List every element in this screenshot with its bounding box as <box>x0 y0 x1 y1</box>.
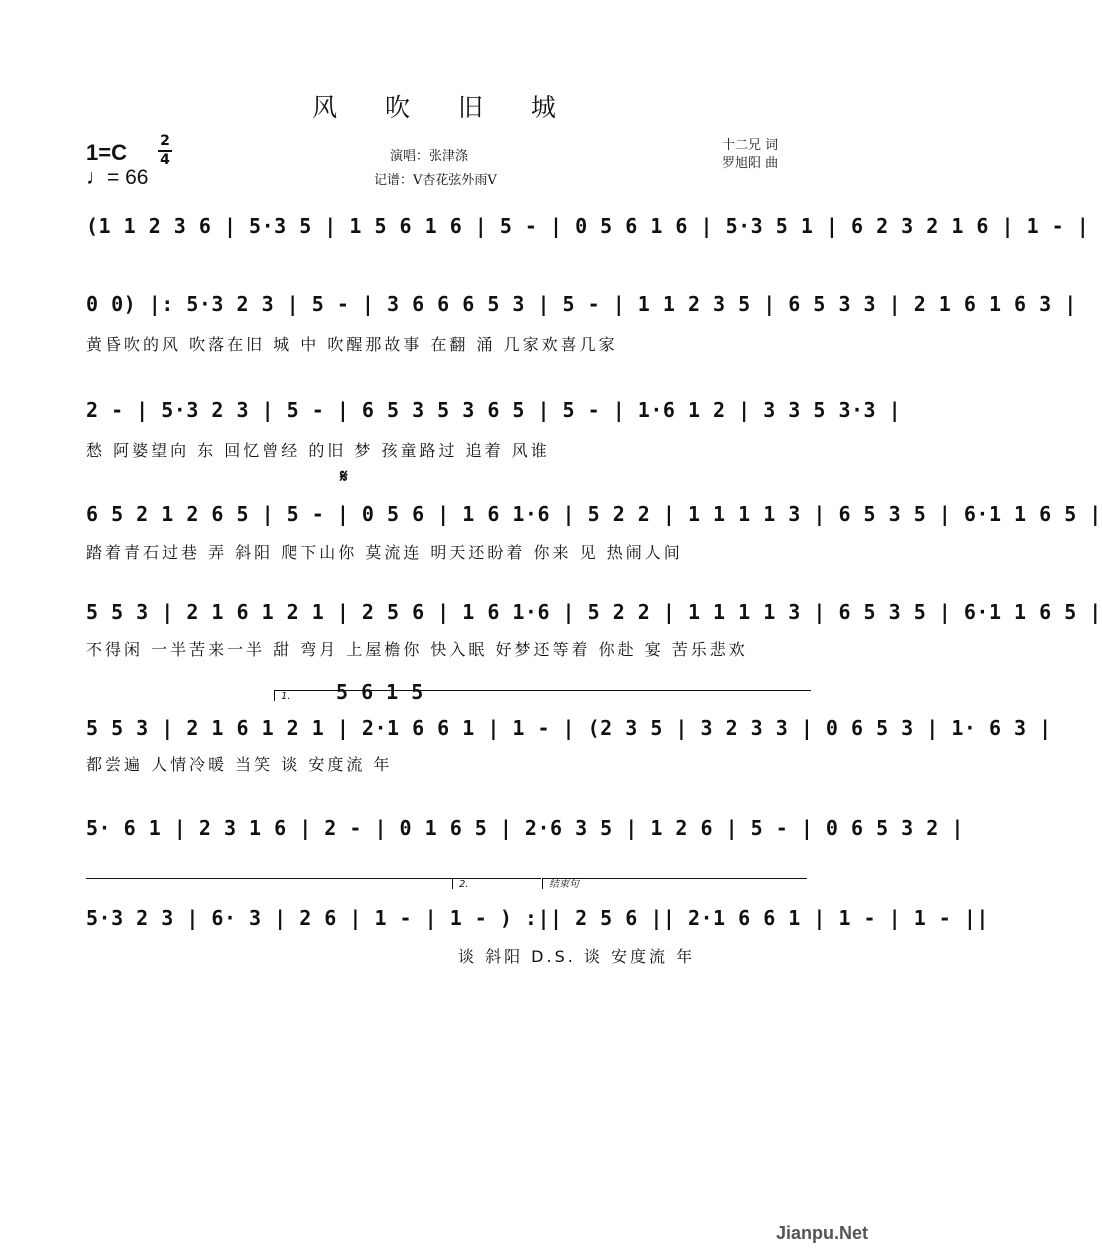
transcriber-credit: 记谱：V杏花弦外雨V <box>374 173 497 188</box>
time-signature-bottom: 4 <box>160 152 170 168</box>
score-title: 风 吹 旧 城 <box>312 93 576 122</box>
lyrics-line-4: 踏着青石过巷 弄 斜阳 爬下山你 莫流连 明天还盼着 你来 见 热闹人间 <box>86 543 683 562</box>
ending-label: 结束句 <box>549 879 579 890</box>
volta-1-label: 1. <box>281 691 291 702</box>
volta-bracket-2 <box>452 878 541 889</box>
time-signature <box>158 134 172 168</box>
lyrics-line-6: 都尝遍 人情冷暖 当笑 谈 安度流 年 <box>86 755 393 774</box>
lyrics-line-5: 不得闲 一半苦来一半 甜 弯月 上屋檐你 快入眠 好梦还等着 你赴 宴 苦乐悲欢 <box>86 640 748 659</box>
notation-line-8: 5·3 2 3 | 6· 3 | 2 6 | 1 - | 1 - ) :|| 2 5 6 || 2·1 6 6 1 | 1 - | 1 - || <box>86 906 989 930</box>
notation-line-2: 0 0) |: 5·3 2 3 | 5 - | 3 6 6 6 5 3 | 5 - | 1 1 2 3 5 | 6 5 3 3 | 2 1 6 1 6 3 | <box>86 292 1077 316</box>
tempo-marking: ♩= 66 <box>86 166 149 189</box>
composer-credit: 罗旭阳 曲 <box>722 156 779 171</box>
notation-line-1: (1 1 2 3 6 | 5·3 5 | 1 5 6 1 6 | 5 - | 0 5 6 1 6 | 5·3 5 1 | 6 2 3 2 1 6 | 1 - | <box>86 214 1090 238</box>
site-watermark: Jianpu.Net <box>775 1223 868 1243</box>
volta-2-label: 2. <box>459 879 469 890</box>
singer-credit: 演唱：张津涤 <box>390 149 469 164</box>
lyricist-credit: 十二兄 词 <box>722 138 779 153</box>
notation-line-6: 5 5 3 | 2 1 6 1 2 1 | 2·1 6 6 1 | 1 - | (2 3 5 | 3 2 3 3 | 0 6 5 3 | 1· 6 3 | <box>86 716 1052 740</box>
notation-line-3: 2 - | 5·3 2 3 | 5 - | 6 5 3 5 3 6 5 | 5 - | 1·6 1 2 | 3 3 5 3·3 | <box>86 398 902 422</box>
notation-line-7: 5· 6 1 | 2 3 1 6 | 2 - | 0 1 6 5 | 2·6 3 5 | 1 2 6 | 5 - | 0 6 5 3 2 | <box>86 816 964 840</box>
lyrics-line-3: 愁 阿婆望向 东 回忆曾经 的旧 梦 孩童路过 追着 风谁 <box>86 441 550 460</box>
lyrics-line-8: 谈 斜阳 D.S. 谈 安度流 年 <box>458 947 696 966</box>
ending-bracket <box>542 878 807 889</box>
notation-line-4: 6 5 2 1 2 6 5 | 5 - | 0 5 6 | 1 6 1·6 | 5 2 2 | 1 1 1 1 3 | 6 5 3 5 | 6·1 1 6 5 | <box>86 502 1102 526</box>
time-signature-top: 2 <box>160 133 170 149</box>
ossia-notes: 5 6 1 5 <box>336 680 424 704</box>
notation-line-5: 5 5 3 | 2 1 6 1 2 1 | 2 5 6 | 1 6 1·6 | 5 2 2 | 1 1 1 1 3 | 6 5 3 5 | 6·1 1 6 5 | <box>86 600 1102 624</box>
key-signature: 1=C <box>86 140 127 165</box>
lyrics-line-2: 黄昏吹的风 吹落在旧 城 中 吹醒那故事 在翻 涌 几家欢喜几家 <box>86 335 618 354</box>
segno-sign: 𝄋 <box>340 466 348 487</box>
repeat-span-bracket <box>86 878 452 889</box>
